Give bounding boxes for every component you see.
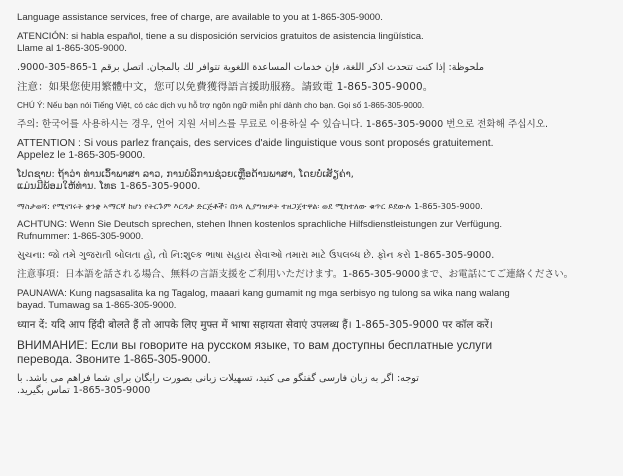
notice-korean: 주의: 한국어를 사용하시는 경우, 언어 지원 서비스를 무료로 이용하실 수 있습니다. 1-865-305-9000 번으로 전화해 주십시오. [17, 119, 549, 130]
notice-lao: ໂປດຊາບ: ຖ້າວ່າ ທ່ານເວົ້າພາສາ ລາວ, ການບໍລິການຊ່ວຍເຫຼືອດ້ານພາສາ, ໂດຍບໍ່ເສັຽຄ່າ, ແມ່ນມີພ້ອມໃຫ້ທ່ານ. ໂທຣ 1-865-305-9000. [17, 169, 354, 192]
notice-amharic: ማስታወሻ: የሚናገሩት ቋንቋ ኣማርኛ ከሆነ የትርጉም እርዳታ ድርጅቶች፣ በነጻ ሊያግዝዎት ተዘጋጀተዋል፡ ወደ ሚከተለው ቁጥር ይደውሉ 1-865-305-9000. [17, 201, 483, 211]
notice-english: Language assistance services, free of charge, are available to you at 1-865-305-9000. [17, 12, 383, 23]
notice-russian: ВНИМАНИЕ: Если вы говорите на русском языке, то вам доступны бесплатные услуги перевода. Звоните 1-865-305-9000. [17, 338, 493, 366]
notice-hindi: ध्यान दें: यदि आप हिंदी बोलते हैं तो आपके लिए मुफ्त में भाषा सहायता सेवाएं उपलब्ध हैं। 1-865-305-9000 पर कॉल करें। [17, 319, 493, 331]
notice-japanese: 注意事項：日本語を話される場合、無料の言語支援をご利用いただけます。1-865-305-9000まで、お電話にてご連絡ください。 [17, 269, 574, 280]
notice-chinese: 注意：如果您使用繁體中文，您可以免費獲得語言援助服務。請致電 1-865-305-9000。 [17, 81, 434, 93]
notice-german: ACHTUNG: Wenn Sie Deutsch sprechen, stehen Ihnen kostenlos sprachliche Hilfsdienstleistungen zur Verfügung. Rufnummer: 1-865-305-9000. [17, 219, 503, 242]
notice-french: ATTENTION : Si vous parlez français, des services d'aide linguistique vous sont proposés gratuitement. Appelez le 1-865-305-9000. [17, 138, 494, 161]
notice-spanish: ATENCIÓN: si habla español, tiene a su disposición servicios gratuitos de asistencia lingüística. Llame al 1-865-305-9000. [17, 31, 424, 54]
notice-gujarati: સુચના: જો તમે ગુજરાતી બોલતા હો, તો નિ:શુલ્ક ભાષા સહાય સેવાઓ તમારા માટે ઉપલબ્ધ છે. ફોન કરો 1-865-305-9000. [17, 250, 495, 261]
notice-vietnamese: CHÚ Ý: Nếu bạn nói Tiếng Việt, có các dịch vụ hỗ trợ ngôn ngữ miễn phí dành cho bạn. Gọi số 1-865-305-9000. [17, 101, 425, 110]
notice-persian: توجه: اگر به زبان فارسی گفتگو می کنید، تسهیلات زبانی بصورت رایگان برای شما فراهم می باشد. با 1-865-305-9000 تماس بگیرید. [17, 373, 419, 396]
notice-arabic: ملحوظة: إذا كنت تتحدث اذكر اللغة، فإن خدمات المساعدة اللغوية تتوافر لك بالمجان. اتصل برقم 1-865-305-9000. [17, 62, 484, 73]
notice-tagalog: PAUNAWA: Kung nagsasalita ka ng Tagalog, maaari kang gumamit ng mga serbisyo ng tulong sa wika nang walang bayad. Tumawag sa 1-865-305-9000. [17, 288, 510, 311]
